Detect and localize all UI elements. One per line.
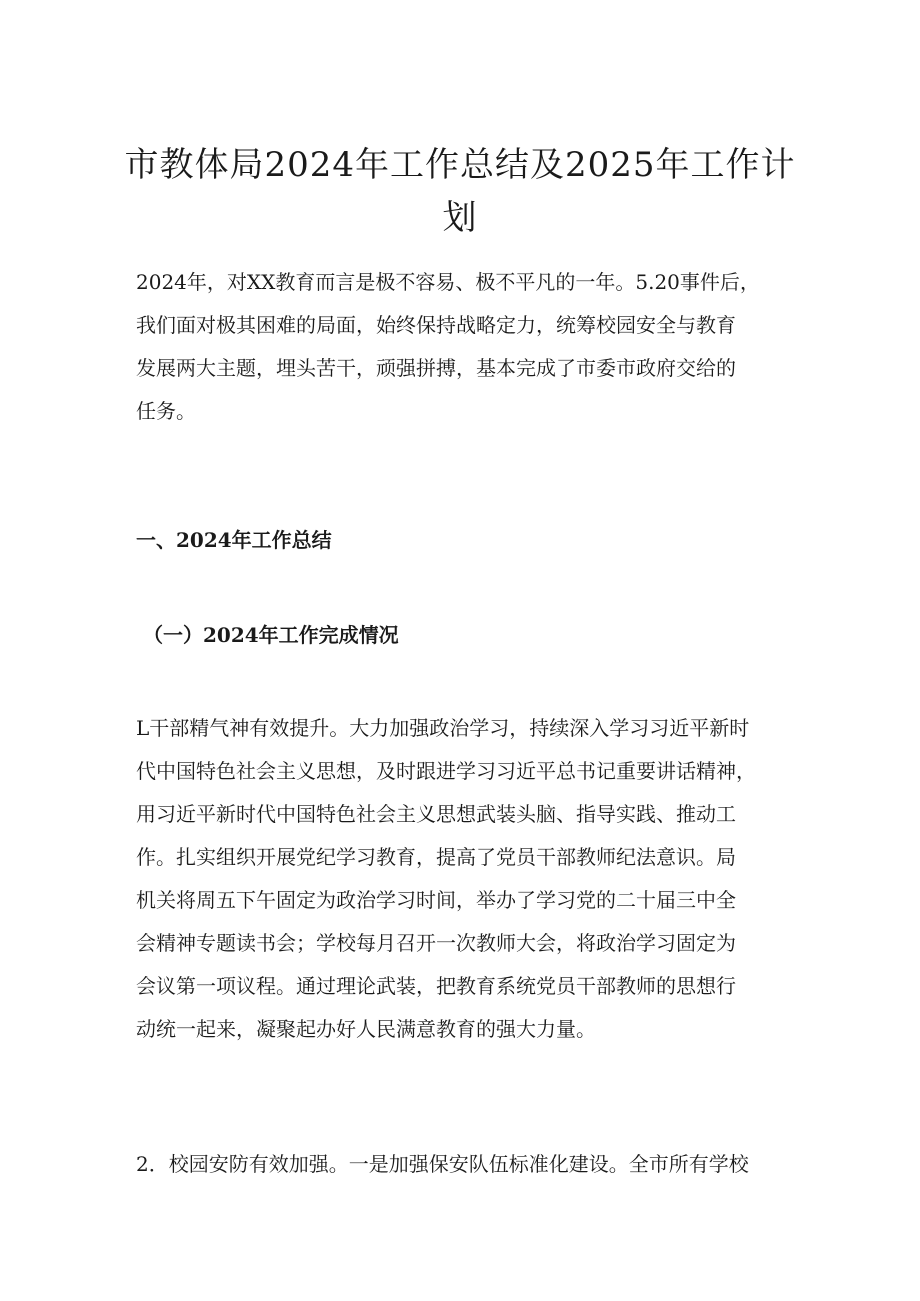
item-1-line: 动统一起来，凝聚起办好人民满意教育的强大力量。: [136, 1017, 596, 1041]
intro-line: 2024年，对XX教育而言是极不容易、极不平凡的一年。5.20事件后，: [136, 270, 760, 294]
item-1-line: L干部精气神有效提升。大力加强政治学习，持续深入学习习近平新时: [136, 716, 750, 740]
item-1-line: 会精神专题读书会；学校每月召开一次教师大会，将政治学习固定为: [136, 931, 736, 955]
subsection-heading: （一）2024年工作完成情况: [143, 623, 399, 647]
intro-line: 发展两大主题，埋头苦干，顽强拼搏，基本完成了市委市政府交给的: [136, 356, 736, 380]
section-heading: 一、2024年工作总结: [136, 528, 332, 552]
document-title-line-1: 市教体局2024年工作总结及2025年工作计: [124, 145, 796, 185]
item-2-line: 2．校园安防有效加强。一是加强保安队伍标准化建设。全市所有学校: [136, 1152, 749, 1176]
item-1-paragraph: [136, 707, 796, 1051]
intro-paragraph: [136, 261, 796, 433]
item-2-paragraph: [136, 1143, 796, 1186]
intro-line: 任务。: [136, 399, 196, 423]
item-1-line: 作。扎实组织开展党纪学习教育，提高了党员干部教师纪法意识。局: [136, 845, 736, 869]
item-1-line: 机关将周五下午固定为政治学习时间，举办了学习党的二十届三中全: [136, 888, 736, 912]
item-1-line: 会议第一项议程。通过理论武装，把教育系统党员干部教师的思想行: [136, 974, 736, 998]
item-1-line: 代中国特色社会主义思想，及时跟进学习习近平总书记重要讲话精神，: [136, 759, 756, 783]
item-1-line: 用习近平新时代中国特色社会主义思想武装头脑、指导实践、推动工: [136, 802, 736, 826]
document-title-line-2: 划: [442, 198, 478, 238]
intro-line: 我们面对极其困难的局面，始终保持战略定力，统筹校园安全与教育: [136, 313, 736, 337]
